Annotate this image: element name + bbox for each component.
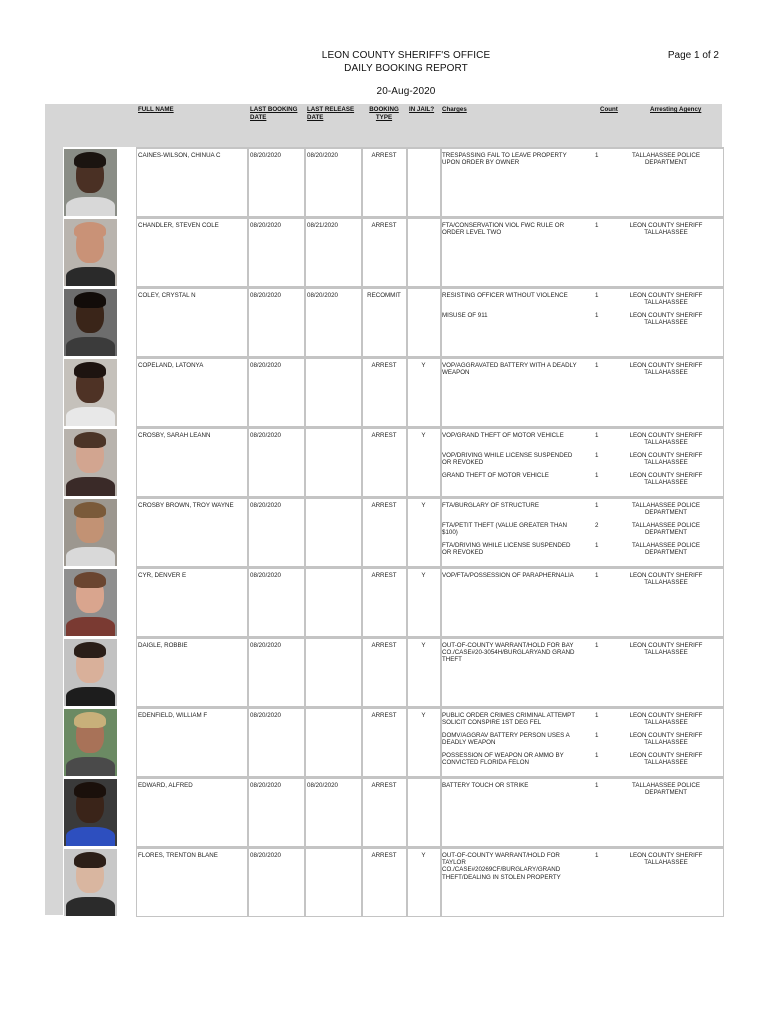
- col-in-jail: IN JAIL?: [409, 106, 435, 113]
- charge-description: VOP/FTA/POSSESSION OF PARAPHERNALIA: [442, 572, 574, 579]
- charge-description: FTA/DRIVING WHILE LICENSE SUSPENDED OR REVOKED: [442, 542, 571, 557]
- table-cell: [305, 357, 362, 427]
- mugshot-photo: [64, 359, 117, 426]
- mugshot-photo: [64, 499, 117, 566]
- charge-description: GRAND THEFT OF MOTOR VEHICLE: [442, 472, 549, 479]
- col-count: Count: [600, 106, 618, 113]
- charge-description: BATTERY TOUCH OR STRIKE: [442, 782, 529, 789]
- last-booking-date: 08/20/2020: [250, 152, 281, 159]
- table-cell: [407, 777, 441, 847]
- charge-description: FTA/PETIT THEFT (VALUE GREATER THAN $100): [442, 522, 568, 537]
- in-jail-flag: Y: [421, 642, 426, 649]
- full-name: CROSBY, SARAH LEANN: [138, 432, 211, 439]
- arresting-agency: LEON COUNTY SHERIFF TALLAHASSEE: [629, 222, 703, 237]
- last-release-date: 08/20/2020: [307, 292, 338, 299]
- last-booking-date: 08/20/2020: [250, 572, 281, 579]
- charge-count: 1: [595, 222, 599, 229]
- charge-count: 1: [595, 542, 599, 549]
- in-jail-flag: Y: [421, 502, 426, 509]
- charge-count: 1: [595, 432, 599, 439]
- charge-count: 1: [595, 292, 599, 299]
- last-booking-date: 08/20/2020: [250, 222, 281, 229]
- in-jail-flag: Y: [421, 852, 426, 859]
- col-arresting-agency: Arresting Agency: [650, 106, 702, 113]
- mugshot-photo: [64, 149, 117, 216]
- arresting-agency: LEON COUNTY SHERIFF TALLAHASSEE: [629, 432, 703, 447]
- booking-type: ARREST: [371, 362, 397, 369]
- last-booking-date: 08/20/2020: [250, 782, 281, 789]
- charge-count: 1: [595, 752, 599, 759]
- col-full-name: FULL NAME: [138, 106, 174, 113]
- table-row: [45, 427, 722, 497]
- last-release-date: 08/20/2020: [307, 152, 338, 159]
- table-cell: [305, 847, 362, 917]
- mugshot-photo: [64, 779, 117, 846]
- arresting-agency: TALLAHASSEE POLICE DEPARTMENT: [632, 522, 700, 537]
- charge-count: 1: [595, 452, 599, 459]
- charge-description: OUT-OF-COUNTY WARRANT/HOLD FOR TAYLOR CO./CASE#20269CF/BURGLARY/GRAND THEFT/DEALING IN STOLEN PROPERTY: [442, 852, 561, 881]
- arresting-agency: LEON COUNTY SHERIFF TALLAHASSEE: [629, 712, 703, 727]
- full-name: CAINES-WILSON, CHINUA C: [138, 152, 221, 159]
- mugshot-photo: [64, 219, 117, 286]
- arresting-agency: TALLAHASSEE POLICE DEPARTMENT: [632, 782, 700, 797]
- full-name: COPELAND, LATONYA: [138, 362, 204, 369]
- charge-description: RESISTING OFFICER WITHOUT VIOLENCE: [442, 292, 568, 299]
- table-row: [45, 567, 722, 637]
- charge-description: VOP/GRAND THEFT OF MOTOR VEHICLE: [442, 432, 564, 439]
- charge-count: 1: [595, 362, 599, 369]
- last-booking-date: 08/20/2020: [250, 852, 281, 859]
- charge-description: VOP/AGGRAVATED BATTERY WITH A DEADLY WEAPON: [442, 362, 577, 377]
- charge-count: 1: [595, 852, 599, 859]
- full-name: FLORES, TRENTON BLANE: [138, 852, 218, 859]
- full-name: EDENFIELD, WILLIAM F: [138, 712, 208, 719]
- table-cell: [305, 567, 362, 637]
- charge-description: MISUSE OF 911: [442, 312, 488, 319]
- arresting-agency: LEON COUNTY SHERIFF TALLAHASSEE: [629, 732, 703, 747]
- charge-description: PUBLIC ORDER CRIMES CRIMINAL ATTEMPT SOLICIT CONSPIRE 1ST DEG FEL: [442, 712, 575, 727]
- charge-description: FTA/BURGLARY OF STRUCTURE: [442, 502, 539, 509]
- booking-type: ARREST: [371, 502, 397, 509]
- booking-type: ARREST: [371, 152, 397, 159]
- table-cell: [407, 217, 441, 287]
- booking-type: RECOMMIT: [367, 292, 401, 299]
- full-name: COLEY, CRYSTAL N: [138, 292, 196, 299]
- charge-count: 1: [595, 502, 599, 509]
- charge-description: OUT-OF-COUNTY WARRANT/HOLD FOR BAY CO./CASE#20-3054H/BURGLARYAND GRAND THEFT: [442, 642, 575, 664]
- charge-description: VOP/DRIVING WHILE LICENSE SUSPENDED OR REVOKED: [442, 452, 573, 467]
- table-row: [45, 637, 722, 707]
- full-name: CROSBY BROWN, TROY WAYNE: [138, 502, 234, 509]
- table-row: [45, 777, 722, 847]
- column-header-bar: [45, 104, 722, 147]
- arresting-agency: TALLAHASSEE POLICE DEPARTMENT: [632, 152, 700, 167]
- charge-count: 1: [595, 152, 599, 159]
- arresting-agency: LEON COUNTY SHERIFF TALLAHASSEE: [629, 292, 703, 307]
- arresting-agency: LEON COUNTY SHERIFF TALLAHASSEE: [629, 362, 703, 377]
- table-row: [45, 847, 722, 917]
- charge-description: POSSESSION OF WEAPON OR AMMO BY CONVICTED FLORIDA FELON: [442, 752, 564, 767]
- booking-type: ARREST: [371, 642, 397, 649]
- in-jail-flag: Y: [421, 432, 426, 439]
- arresting-agency: LEON COUNTY SHERIFF TALLAHASSEE: [629, 312, 703, 327]
- booking-type: ARREST: [371, 432, 397, 439]
- table-cell: [305, 497, 362, 567]
- mugshot-photo: [64, 709, 117, 776]
- col-last-booking-date: LAST BOOKING DATE: [250, 106, 298, 121]
- charge-description: FTA/CONSERVATION VIOL FWC RULE OR ORDER LEVEL TWO: [442, 222, 565, 237]
- table-row: [45, 147, 722, 217]
- charge-count: 1: [595, 312, 599, 319]
- arresting-agency: LEON COUNTY SHERIFF TALLAHASSEE: [629, 452, 703, 467]
- full-name: CHANDLER, STEVEN COLE: [138, 222, 219, 229]
- booking-type: ARREST: [371, 712, 397, 719]
- mugshot-photo: [64, 569, 117, 636]
- booking-type: ARREST: [371, 782, 397, 789]
- report-date: 20-Aug-2020: [376, 86, 436, 97]
- mugshot-photo: [64, 639, 117, 706]
- col-charges: Charges: [442, 106, 467, 113]
- booking-type: ARREST: [371, 222, 397, 229]
- mugshot-photo: [64, 289, 117, 356]
- mugshot-photo: [64, 429, 117, 496]
- arresting-agency: LEON COUNTY SHERIFF TALLAHASSEE: [629, 752, 703, 767]
- table-row: [45, 497, 722, 567]
- charge-count: 1: [595, 472, 599, 479]
- table-row: [45, 707, 722, 777]
- last-booking-date: 08/20/2020: [250, 502, 281, 509]
- table-cell: [305, 707, 362, 777]
- last-release-date: 08/20/2020: [307, 782, 338, 789]
- table-row: [45, 357, 722, 427]
- col-last-release-date: LAST RELEASE DATE: [307, 106, 355, 121]
- table-row: [45, 217, 722, 287]
- in-jail-flag: Y: [421, 362, 426, 369]
- last-booking-date: 08/20/2020: [250, 432, 281, 439]
- charge-description: DOMV/AGGRAV BATTERY PERSON USES A DEADLY WEAPON: [442, 732, 570, 747]
- col-booking-type: BOOKING TYPE: [369, 106, 399, 121]
- last-booking-date: 08/20/2020: [250, 362, 281, 369]
- arresting-agency: LEON COUNTY SHERIFF TALLAHASSEE: [629, 642, 703, 657]
- table-cell: [407, 147, 441, 217]
- arresting-agency: LEON COUNTY SHERIFF TALLAHASSEE: [629, 472, 703, 487]
- last-booking-date: 08/20/2020: [250, 292, 281, 299]
- table-cell: [407, 287, 441, 357]
- in-jail-flag: Y: [421, 572, 426, 579]
- last-booking-date: 08/20/2020: [250, 712, 281, 719]
- full-name: CYR, DENVER E: [138, 572, 187, 579]
- charge-count: 1: [595, 732, 599, 739]
- arresting-agency: TALLAHASSEE POLICE DEPARTMENT: [632, 502, 700, 517]
- booking-type: ARREST: [371, 852, 397, 859]
- mugshot-photo: [64, 849, 117, 916]
- charge-count: 1: [595, 642, 599, 649]
- arresting-agency: TALLAHASSEE POLICE DEPARTMENT: [632, 542, 700, 557]
- charge-count: 1: [595, 712, 599, 719]
- table-row: [45, 287, 722, 357]
- in-jail-flag: Y: [421, 712, 426, 719]
- booking-type: ARREST: [371, 572, 397, 579]
- full-name: EDWARD, ALFRED: [138, 782, 193, 789]
- charge-count: 2: [595, 522, 599, 529]
- full-name: DAIGLE, ROBBIE: [138, 642, 188, 649]
- report-title: LEON COUNTY SHERIFF'S OFFICE: [321, 50, 491, 61]
- page-number: Page 1 of 2: [667, 50, 719, 61]
- table-cell: [305, 637, 362, 707]
- charge-count: 1: [595, 572, 599, 579]
- last-booking-date: 08/20/2020: [250, 642, 281, 649]
- last-release-date: 08/21/2020: [307, 222, 338, 229]
- table-cell: [305, 427, 362, 497]
- charge-count: 1: [595, 782, 599, 789]
- charge-description: TRESPASSING FAIL TO LEAVE PROPERTY UPON ORDER BY OWNER: [442, 152, 567, 167]
- arresting-agency: LEON COUNTY SHERIFF TALLAHASSEE: [629, 572, 703, 587]
- report-subtitle: DAILY BOOKING REPORT: [344, 63, 468, 74]
- arresting-agency: LEON COUNTY SHERIFF TALLAHASSEE: [629, 852, 703, 867]
